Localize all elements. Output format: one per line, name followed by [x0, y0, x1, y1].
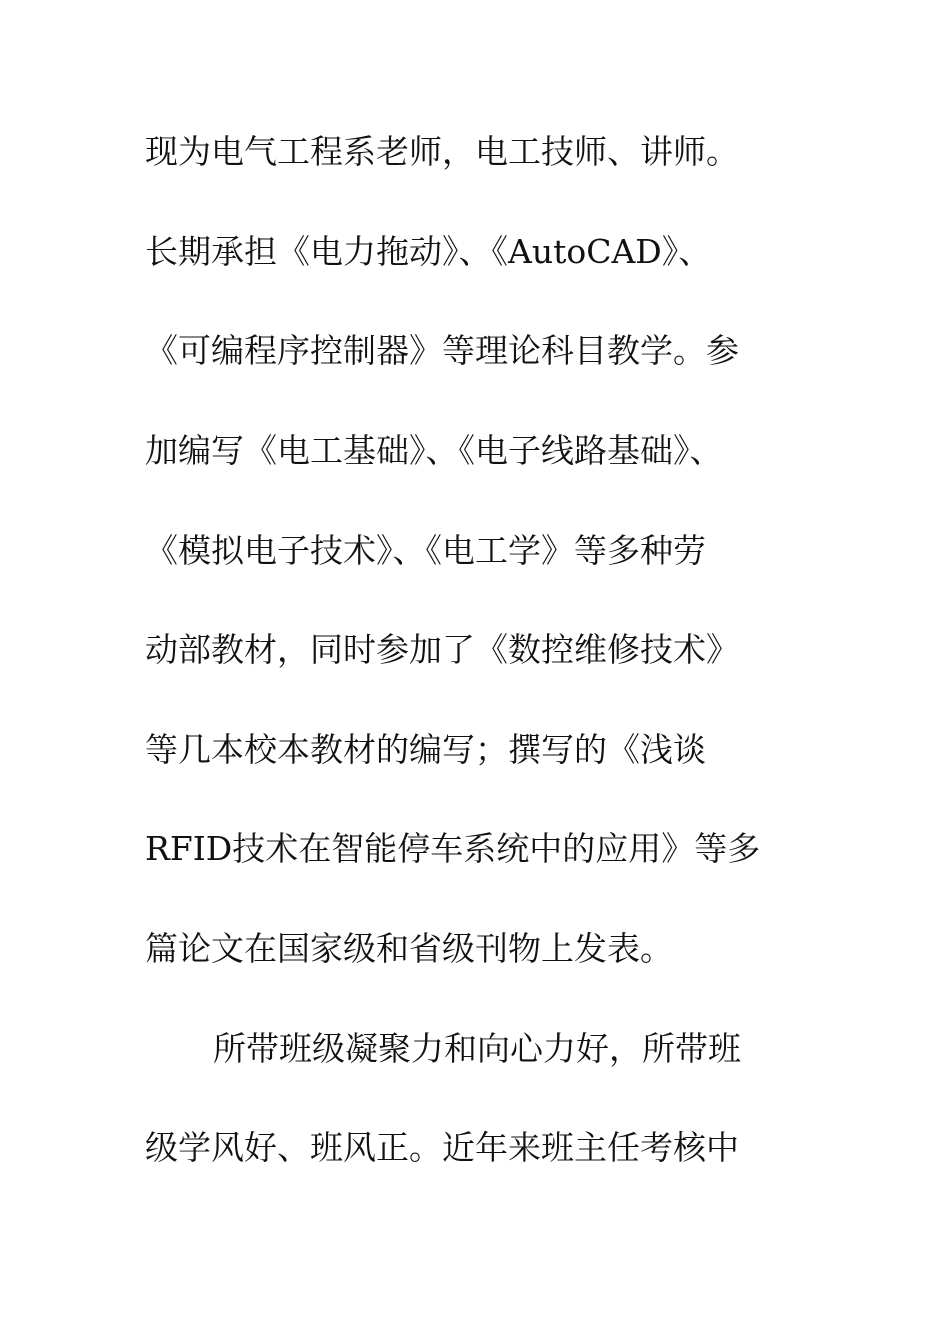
text-line-6: 动部教材，同时参加了《数控维修技术》 [145, 630, 739, 669]
text-line-4: 加编写《电工基础》、《电子线路基础》、 [145, 431, 723, 470]
text-line-9: 篇论文在国家级和省级刊物上发表。 [145, 929, 673, 968]
text-line-11: 级学风好、班风正。近年来班主任考核中 [145, 1128, 739, 1167]
text-line-3: 《可编程序控制器》等理论科目教学。参 [145, 331, 739, 370]
text-line-8: RFID技术在智能停车系统中的应用》等多 [145, 829, 761, 868]
text-line-7: 等几本校本教材的编写；撰写的《浅谈 [145, 730, 706, 769]
text-line-2: 长期承担《电力拖动》、《AutoCAD》、 [145, 232, 712, 271]
text-line-1: 现为电气工程系老师，电工技师、讲师。 [145, 132, 739, 171]
text-line-5: 《模拟电子技术》、《电工学》等多种劳 [145, 531, 706, 570]
text-line-10-paragraph-start: 所带班级凝聚力和向心力好，所带班 [213, 1029, 741, 1068]
